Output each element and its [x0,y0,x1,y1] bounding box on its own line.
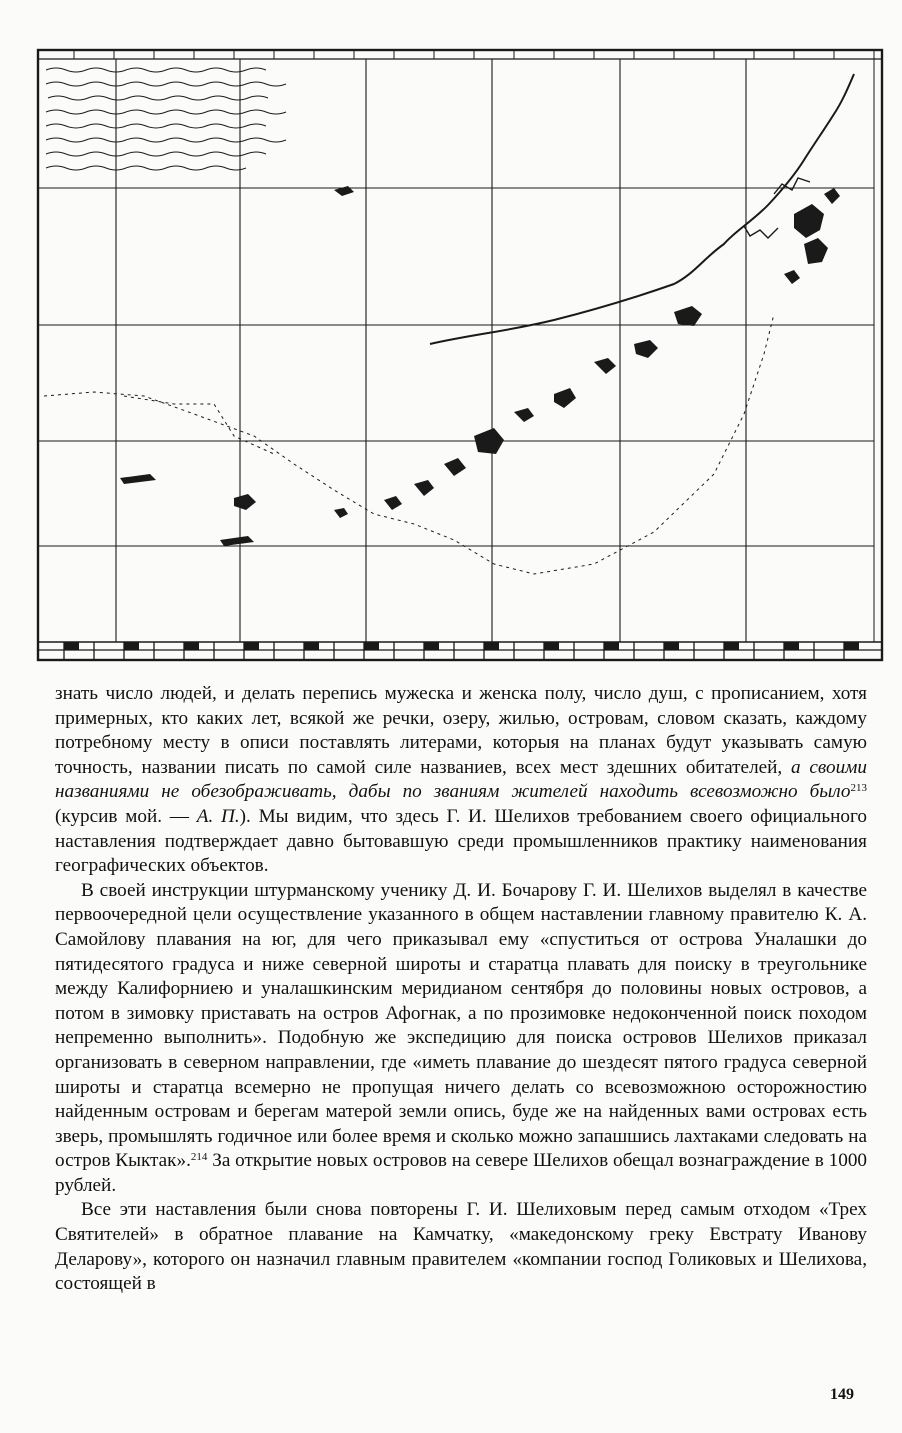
map-handwritten-legend [46,68,286,170]
paragraph-1-text-1: знать число людей, и делать перепись мужеска и женска полу, число душ, с прописанием, хотя примерных, кто каких лет, всякой же речки, озеру, жилью, островам, словом сказать, каждому потребному месту в описи поставлять литерами, которыя на планах будут указывать самую точность, названии писать по самой силе названиев, всех мест здешних обитателей, [55,683,867,778]
paragraph-2 [55,879,867,1199]
paragraph-1-text-3: ). Мы видим, что здесь Г. И. Шелихов требованием своего официального наставления подтверждает давно бытовавшую среди промышленников практику наименования географических объектов. [55,805,867,877]
historical-map [34,44,886,664]
page-number: 149 [830,1386,854,1403]
paragraph-2-text-1: В своей инструкции штурманскому ученику Д. И. Бочарову Г. И. Шелихов выделял в качестве первоочередной цели осуществление указанного в общем наставлении главному правителю К. А. Самойлову плавания на юг, для чего приказывал ему «спуститься от острова Уналашки до пятидесятого градуса и ниже северной широты и старатца плавать для поиску в треугольнике между Калифорниею и уналашкинским меридианом сентября до половины новых островов, а потом в зимовку приставать на остров Афогнак, а по прозимовке недоконченной поиск походом непременно выполнить». Подобную же экспедицию для поиска островов Шелихов приказал организовать в северном направлении, где «иметь плавание до шездесят пятого градуса северной широты и старатца всемерно не пропущая ничего делать со всевозможною осторожностию найденным островам и берегам матерой земли опись, буде же на найденных вами островах есть зверь, промышлять годичное или более время и сколько можно запашшись лахтаками следовать на остров Кыктак». [55,879,867,1172]
map-islands-aleutian [120,186,702,546]
map-islands-kodiak [784,188,840,284]
map-bottom-scale-fill [64,642,859,650]
paragraph-3 [55,1198,867,1296]
footnote-ref-214: 214 [190,1151,208,1164]
map-coastline-mainland [430,74,854,344]
paragraph-1-italic-quote: а своими названиями не обезображивать, дабы по званиям жителей находить всевозможно было [55,756,867,803]
paragraph-1-author-initials: А. П. [196,805,240,827]
paragraph-1 [55,682,867,879]
map-grid [38,59,874,642]
map-route [44,314,774,574]
body-text [55,682,867,1297]
footnote-ref-213: 213 [850,782,867,795]
paragraph-2-text-2: За открытие новых островов на севере Шелихов обещал вознаграждение в 1000 рублей. [55,1150,868,1196]
paragraph-1-text-2: (курсив мой. — [55,805,197,827]
map-frame [38,50,882,660]
map-top-scale [74,50,834,59]
paragraph-3-text-1: Все эти наставления были снова повторены Г. И. Шелиховым перед самым отходом «Трех Святителей» в обратное плавание на Камчатку, «македонскому греку Евстрату Иванову Деларову», которого он назначил главным правителем «компании господ Голиковых и Шелихова, состоящей в [55,1199,867,1295]
